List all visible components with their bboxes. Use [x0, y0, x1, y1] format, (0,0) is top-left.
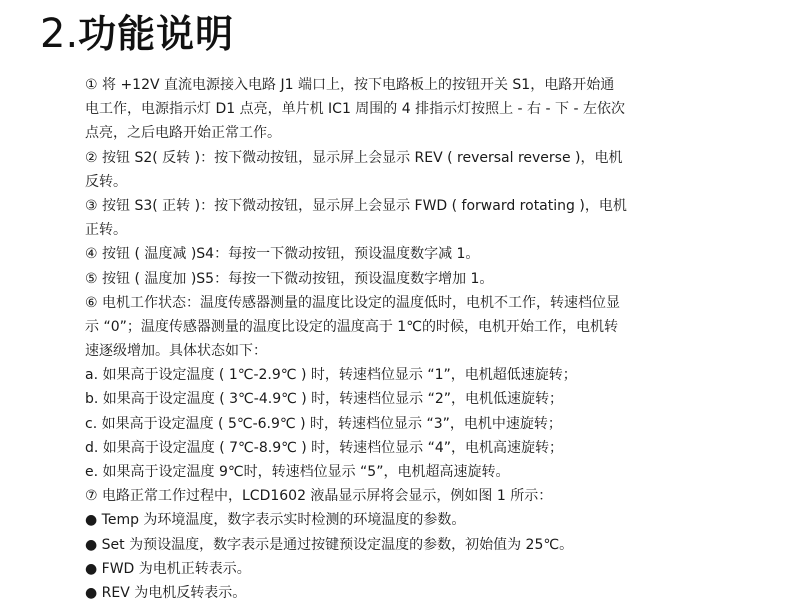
text-line: 正转。 — [85, 222, 127, 239]
section-title: 功能说明 — [78, 12, 235, 56]
text-line: ⑤ 按钮 ( 温度加 )S5：每按一下微动按钮，预设温度数字增加 1。 — [85, 270, 494, 287]
text-line: ① 将 +12V 直流电源接入电路 J1 端口上，按下电路板上的按钮开关 S1，电路开始通 — [85, 77, 615, 93]
text-line: 示 “0”；温度传感器测量的温度比设定的温度高于 1℃的时候，电机开始工作，电机转 — [85, 318, 618, 335]
text-line: 反转。 — [85, 173, 127, 190]
section-heading — [40, 8, 234, 60]
bullet-item: ● FWD 为电机正转表示。 — [85, 560, 251, 577]
bullet-item: ● Set 为预设温度，数字表示是通过按键预设定温度的参数，初始值为 25℃。 — [85, 536, 574, 553]
text-line: ⑦ 电路正常工作过程中，LCD1602 液晶显示屏将会显示，例如图 1 所示： — [85, 488, 553, 505]
text-line: 电工作，电源指示灯 D1 点亮，单片机 IC1 周围的 4 排指示灯按照上 - 右 - 下 - 左依次 — [85, 101, 625, 118]
list-item: d. 如果高于设定温度 ( 7℃-8.9℃ ) 时，转速档位显示 “4”，电机高速旋转； — [85, 439, 564, 456]
section-number: 2. — [40, 11, 79, 57]
list-item: e. 如果高于设定温度 9℃时，转速档位显示 “5”，电机超高速旋转。 — [85, 464, 510, 480]
function-description — [85, 73, 725, 605]
text-line: 点亮，之后电路开始正常工作。 — [85, 125, 281, 142]
bullet-item: ● REV 为电机反转表示。 — [85, 584, 247, 601]
list-item: b. 如果高于设定温度 ( 3℃-4.9℃ ) 时，转速档位显示 “2”，电机低速旋转； — [85, 391, 564, 408]
text-line: ③ 按钮 S3( 正转 )：按下微动按钮，显示屏上会显示 FWD ( forward rotating )，电机 — [85, 197, 627, 214]
list-item: c. 如果高于设定温度 ( 5℃-6.9℃ ) 时，转速档位显示 “3”，电机中速旋转； — [85, 415, 562, 432]
text-line: 速逐级增加。具体状态如下： — [85, 343, 267, 360]
bullet-item: ● Temp 为环境温度，数字表示实时检测的环境温度的参数。 — [85, 512, 466, 529]
list-item: a. 如果高于设定温度 ( 1℃-2.9℃ ) 时，转速档位显示 “1”，电机超低速旋转； — [85, 367, 577, 384]
text-line: ⑥ 电机工作状态：温度传感器测量的温度比设定的温度低时，电机不工作，转速档位显 — [85, 294, 620, 311]
text-line: ④ 按钮 ( 温度减 )S4：每按一下微动按钮，预设温度数字减 1。 — [85, 246, 480, 263]
text-line: ② 按钮 S2( 反转 )：按下微动按钮，显示屏上会显示 REV ( reversal reverse )，电机 — [85, 149, 623, 166]
